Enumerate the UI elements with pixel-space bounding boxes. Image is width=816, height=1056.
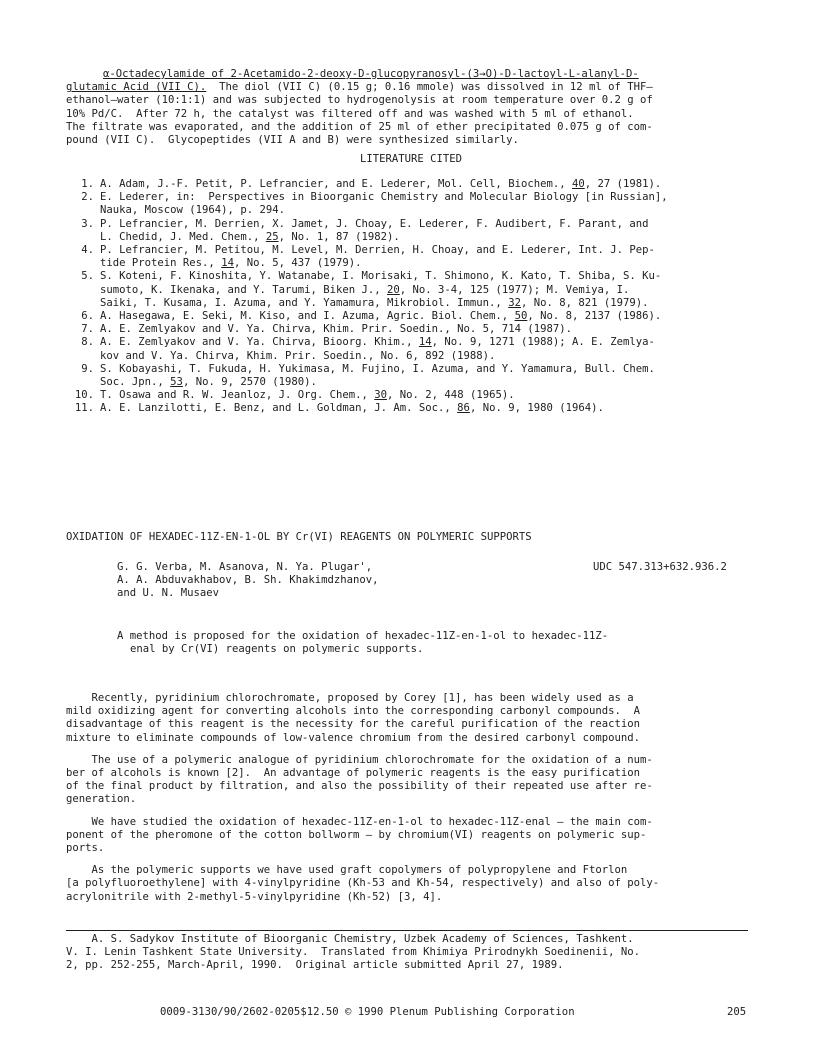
udc-code: UDC 547.313+632.936.2 xyxy=(593,561,727,573)
text-run: P. Lefrancier, M. Derrien, X. Jamet, J. Choay, E. Lederer, F. Audibert, F. Parant, and xyxy=(100,217,649,230)
abstract-line: A method is proposed for the oxidation of hexadec-11Z-en-1-ol to hexadec-11Z- xyxy=(117,630,609,642)
reference-item xyxy=(66,389,766,402)
text-run: S. Koteni, F. Kinoshita, Y. Watanabe, I. Morisaki, T. Shimono, K. Kato, T. Shiba, S. Ku- xyxy=(100,270,662,283)
reference-item xyxy=(66,270,766,310)
author-list xyxy=(117,561,537,601)
copyright-line: 0009-3130/90/2602-0205$12.50 © 1990 Plenum Publishing Corporation xyxy=(160,1006,575,1018)
reference-number: 7. xyxy=(81,323,94,336)
text-line xyxy=(100,204,766,217)
text-line xyxy=(100,218,766,231)
abstract xyxy=(117,630,717,656)
text-run: L. Chedid, J. Med. Chem., xyxy=(100,230,266,243)
body-line: ber of alcohols is known [2]. An advantage of polymeric reagents is the easy purification xyxy=(66,767,641,780)
footnote-line: 2, pp. 252-255, March-April, 1990. Original article submitted April 27, 1989. xyxy=(66,959,564,972)
text-line xyxy=(66,94,756,107)
body-paragraph xyxy=(66,754,766,807)
underlined-text: α-Octadecylamide of 2-Acetamido-2-deoxy-D-glucopyranosyl-(3→O)-D-lactoyl-L-alanyl-D- xyxy=(103,68,639,80)
reference-item xyxy=(66,218,766,244)
text-run: The filtrate was evaporated, and the addition of 25 ml of ether precipitated 0.075 g of com- xyxy=(66,120,653,133)
abstract-line: enal by Cr(VI) reagents on polymeric supports. xyxy=(130,643,424,656)
text-run: , No. 5, 437 (1979). xyxy=(233,257,362,270)
text-run: , 27 (1981). xyxy=(584,178,662,190)
underlined-text: 86 xyxy=(457,402,470,415)
body-line: ports. xyxy=(66,842,105,855)
text-line xyxy=(66,68,756,81)
body-line: Recently, pyridinium chlorochromate, proposed by Corey [1], has been widely used as a xyxy=(66,692,634,704)
text-run: Saiki, T. Kusama, I. Azuma, and Y. Yamamura, Mikrobiol. Immun., xyxy=(100,296,509,309)
reference-number: 5. xyxy=(81,270,94,283)
text-line xyxy=(100,270,766,283)
text-run: A. E. Zemlyakov and V. Ya. Chirva, Bioorg. Khim., xyxy=(100,336,419,349)
reference-number: 6. xyxy=(81,310,94,323)
text-run: ethanol—water (10:1:1) and was subjected to hydrogenolysis at room temperature over 0.2 g of xyxy=(66,94,653,107)
underlined-text: 25 xyxy=(265,230,279,243)
reference-number: 4. xyxy=(81,244,94,257)
underlined-text: 50 xyxy=(514,310,528,323)
underlined-text: 53 xyxy=(170,376,183,389)
underlined-text: 14 xyxy=(221,257,234,270)
body-line: mixture to eliminate compounds of low-valence chromium from the desired carbonyl compound. xyxy=(66,731,641,744)
text-line xyxy=(100,402,766,415)
reference-number: 10. xyxy=(74,389,94,402)
text-run: A. Adam, J.-F. Petit, P. Lefrancier, and E. Lederer, Mol. Cell, Biochem., xyxy=(100,178,572,190)
body-line: acrylonitrile with 2-methyl-5-vinylpyridine (Kh-52) [3, 4]. xyxy=(66,890,443,903)
text-line xyxy=(66,81,756,94)
text-run: tide Protein Res., xyxy=(100,257,222,270)
text-line xyxy=(66,121,756,134)
body-line: [a polyfluoroethylene] with 4-vinylpyridine (Kh-53 and Kh-54, respectively) and also of poly- xyxy=(66,877,660,890)
text-line xyxy=(100,231,766,244)
article-title: OXIDATION OF HEXADEC-11Z-EN-1-OL BY Cr(VI) REAGENTS ON POLYMERIC SUPPORTS xyxy=(66,531,532,543)
text-run: A. E. Zemlyakov and V. Ya. Chirva, Khim. Prir. Soedin., No. 5, 714 (1987). xyxy=(100,323,572,336)
body-paragraph xyxy=(66,692,766,745)
underlined-text: 30 xyxy=(374,389,388,402)
body-line: We have studied the oxidation of hexadec-11Z-en-1-ol to hexadec-11Z-enal — the main com- xyxy=(66,815,653,828)
body-paragraph xyxy=(66,864,766,904)
body-line: The use of a polymeric analogue of pyridinium chlorochromate for the oxidation of a num- xyxy=(66,753,653,766)
author-line: G. G. Verba, M. Asanova, N. Ya. Plugar', xyxy=(117,561,373,573)
page-number: 205 xyxy=(727,1006,747,1018)
text-run: , No. 2, 448 (1965). xyxy=(387,389,515,402)
underlined-text: 20 xyxy=(387,283,400,296)
text-run: A. E. Lanzilotti, E. Benz, and L. Goldman, J. Am. Soc., xyxy=(100,402,458,415)
text-line xyxy=(100,376,766,389)
body-line: disadvantage of this reagent is the necessity for the careful purification of the reaction xyxy=(66,718,641,731)
footnote-rule xyxy=(66,930,748,931)
reference-number: 2. xyxy=(81,191,94,204)
reference-number: 1. xyxy=(81,178,94,190)
text-line xyxy=(100,363,766,376)
text-run: , No. 9, 2570 (1980). xyxy=(182,376,317,389)
reference-list xyxy=(66,178,766,416)
text-run: , No. 9, 1271 (1988); A. E. Zemlya- xyxy=(431,336,655,349)
text-line xyxy=(100,297,766,310)
text-run: A. Hasegawa, E. Seki, M. Kiso, and I. Azuma, Agric. Biol. Chem., xyxy=(100,310,515,323)
text-line xyxy=(100,336,766,349)
underlined-text: 14 xyxy=(418,336,432,349)
text-run: Soc. Jpn., xyxy=(100,376,171,389)
text-line xyxy=(100,244,766,257)
author-line: and U. N. Musaev xyxy=(117,587,220,600)
body-text xyxy=(66,692,766,913)
text-run: 10% Pd/C. After 72 h, the catalyst was filtered off and was washed with 5 ml of ethanol. xyxy=(66,107,634,120)
reference-number: 11. xyxy=(74,402,94,415)
footnote-line: A. S. Sadykov Institute of Bioorganic Chemistry, Uzbek Academy of Sciences, Tashkent. xyxy=(66,933,634,945)
text-run: E. Lederer, in: Perspectives in Bioorganic Chemistry and Molecular Biology [in Russian], xyxy=(100,191,668,204)
text-run: S. Kobayashi, T. Fukuda, H. Yukimasa, M. Fujino, I. Azuma, and Y. Yamamura, Bull. Chem. xyxy=(100,362,655,375)
text-run: Nauka, Moscow (1964), p. 294. xyxy=(100,204,285,217)
reference-number: 3. xyxy=(81,217,94,230)
body-line: of the final product by filtration, and also the possibility of their repeated use after re- xyxy=(66,780,653,793)
reference-item xyxy=(66,402,766,415)
text-line xyxy=(100,257,766,270)
text-line xyxy=(100,310,766,323)
reference-item xyxy=(66,244,766,270)
author-line: A. A. Abduvakhabov, B. Sh. Khakimdzhanov, xyxy=(117,574,379,587)
body-line: mild oxidizing agent for converting alcohols into the corresponding carbonyl compounds. A xyxy=(66,705,641,718)
body-line: generation. xyxy=(66,793,137,806)
text-run: P. Lefrancier, M. Petitou, M. Level, M. Derrien, H. Choay, and E. Lederer, Int. J. Pep- xyxy=(100,244,655,257)
text-line xyxy=(100,323,766,336)
body-paragraph xyxy=(66,816,766,856)
text-line xyxy=(66,134,756,147)
body-line: As the polymeric supports we have used graft copolymers of polypropylene and Ftorlon xyxy=(66,864,628,877)
text-run: , No. 9, 1980 (1964). xyxy=(469,402,604,415)
reference-item xyxy=(66,363,766,389)
literature-heading: LITERATURE CITED xyxy=(359,153,463,165)
text-line xyxy=(66,108,756,121)
underlined-text: 32 xyxy=(508,296,521,309)
reference-item xyxy=(66,323,766,336)
text-run: , No. 8, 2137 (1986). xyxy=(527,310,662,323)
text-run: , No. 1, 87 (1982). xyxy=(278,230,400,243)
footnote xyxy=(66,933,766,973)
reference-item xyxy=(66,191,766,217)
body-line: ponent of the pheromone of the cotton bollworm — by chromium(VI) reagents on polymeric sup- xyxy=(66,828,647,841)
footnote-line: V. I. Lenin Tashkent State University. Translated from Khimiya Prirodnykh Soedinenii, No. xyxy=(66,946,641,959)
text-line xyxy=(100,191,766,204)
reference-item xyxy=(66,336,766,362)
reference-number: 9. xyxy=(81,362,94,375)
text-run: , No. 3-4, 125 (1977); M. Vemiya, I. xyxy=(399,283,630,296)
text-line xyxy=(100,284,766,297)
text-run: The diol (VII C) (0.15 g; 0.16 mmole) was dissolved in 12 ml of THF— xyxy=(206,81,653,94)
text-run: T. Osawa and R. W. Jeanloz, J. Org. Chem., xyxy=(100,389,375,402)
reference-number: 8. xyxy=(81,336,94,349)
intro-paragraph xyxy=(66,68,756,147)
text-line xyxy=(100,178,766,191)
reference-item xyxy=(66,178,766,191)
underlined-text: 40 xyxy=(571,178,585,190)
underlined-text: glutamic Acid (VII C). xyxy=(66,81,207,94)
text-run: pound (VII C). Glycopeptides (VII A and B) were synthesized similarly. xyxy=(66,134,519,147)
text-run: , No. 8, 821 (1979). xyxy=(520,296,649,309)
text-line xyxy=(100,350,766,363)
text-line xyxy=(100,389,766,402)
text-run: kov and V. Ya. Chirva, Khim. Prir. Soedin., No. 6, 892 (1988). xyxy=(100,349,496,362)
text-run: sumoto, K. Ikenaka, and Y. Tarumi, Biken J., xyxy=(100,283,388,296)
reference-item xyxy=(66,310,766,323)
